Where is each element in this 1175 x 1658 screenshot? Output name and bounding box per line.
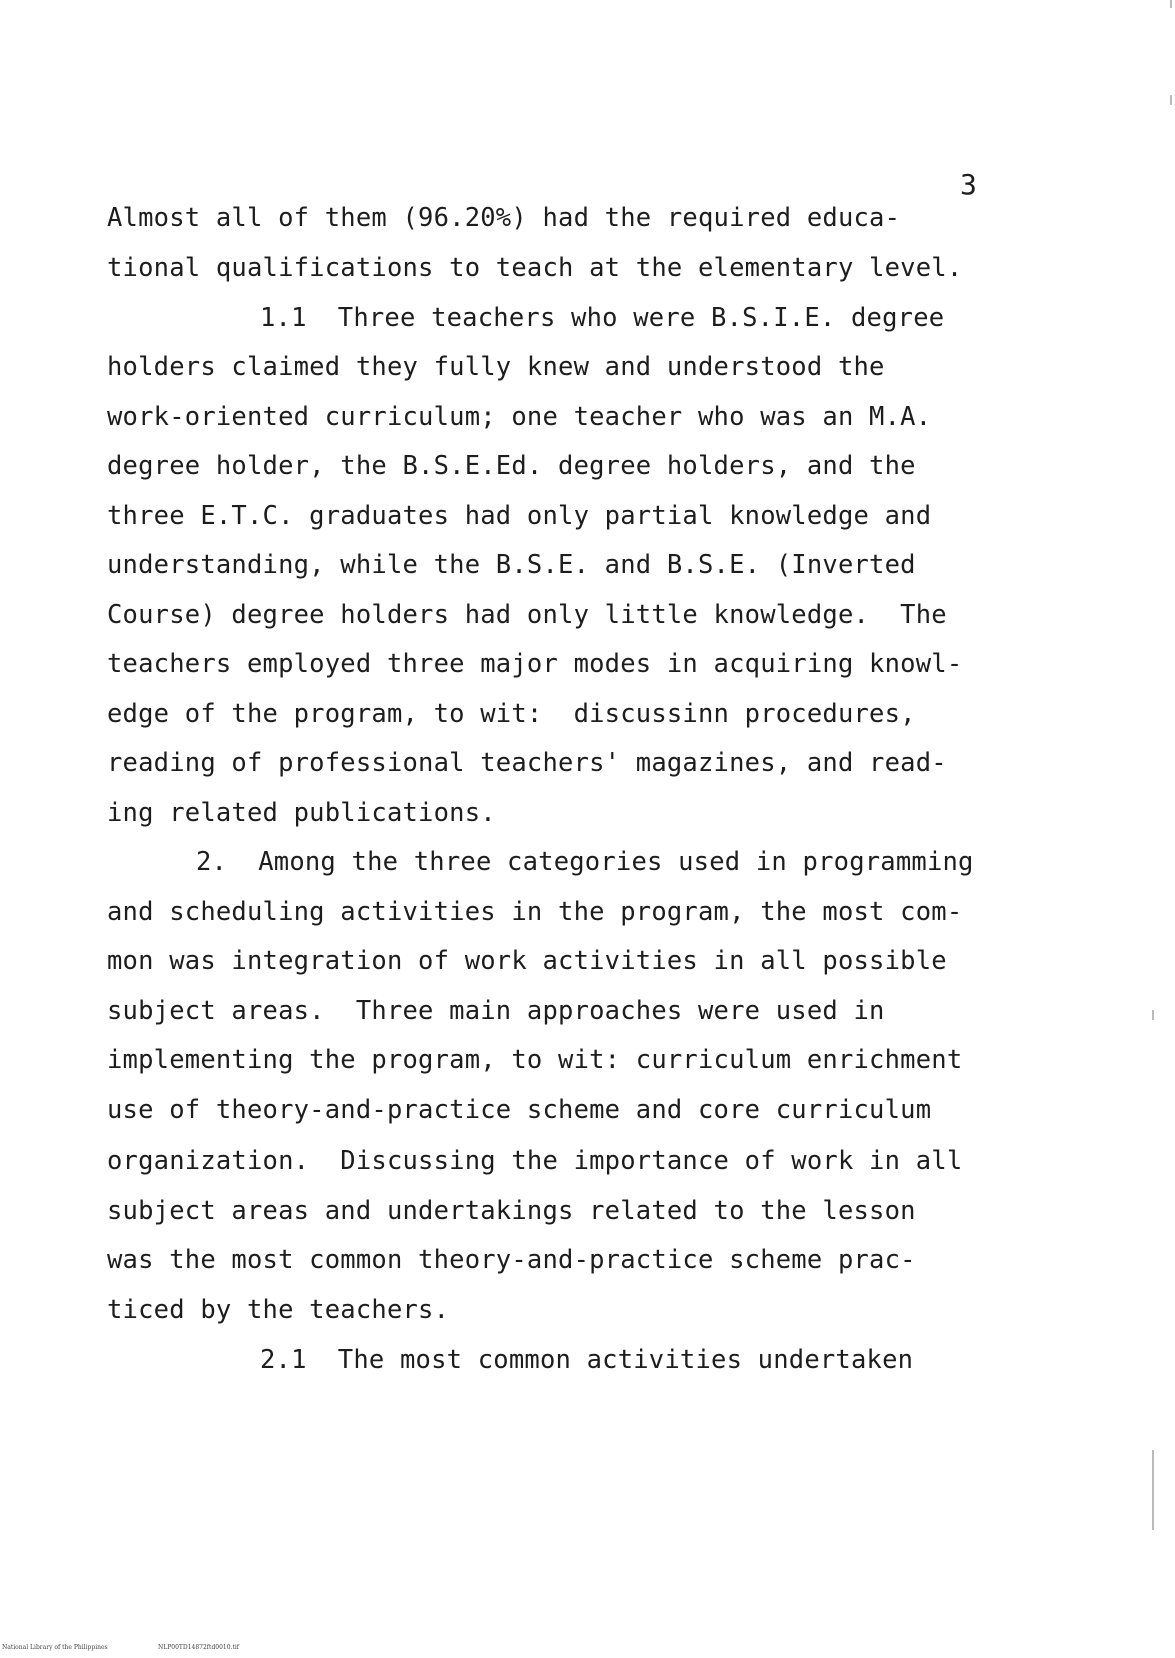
page-number: 3 — [960, 168, 977, 201]
text-line: was the most common theory-and-practice scheme prac- — [107, 1245, 916, 1275]
scan-edge-mark — [1170, 95, 1172, 105]
text-line: 2.1 The most common activities undertaken — [260, 1345, 914, 1375]
text-line: subject areas and undertakings related to the lesson — [107, 1196, 916, 1226]
text-line: implementing the program, to wit: curriculum enrichment — [107, 1045, 963, 1075]
text-line: use of theory-and-practice scheme and core curriculum — [107, 1095, 932, 1125]
footer-library-name: National Library of the Philippines — [2, 1644, 108, 1651]
text-line: mon was integration of work activities in all possible — [107, 946, 947, 976]
text-line: teachers employed three major modes in acquiring knowl- — [107, 649, 963, 679]
text-line: 2. Among the three categories used in programming — [196, 847, 974, 877]
text-line: reading of professional teachers' magazines, and read- — [107, 748, 947, 778]
text-line: Almost all of them (96.20%) had the required educa- — [107, 203, 901, 233]
text-line: and scheduling activities in the program, the most com- — [107, 897, 963, 927]
text-line: ticed by the teachers. — [107, 1295, 450, 1325]
scan-edge-mark — [1152, 1450, 1154, 1530]
text-line: ing related publications. — [107, 798, 496, 828]
scan-edge-mark — [1170, 0, 1172, 8]
text-line: three E.T.C. graduates had only partial knowledge and — [107, 501, 932, 531]
text-line: understanding, while the B.S.E. and B.S.E. (Inverted — [107, 550, 916, 580]
text-line: tional qualifications to teach at the elementary level. — [107, 253, 963, 283]
text-line: subject areas. Three main approaches were used in — [107, 996, 885, 1026]
text-line: degree holder, the B.S.E.Ed. degree holders, and the — [107, 451, 916, 481]
text-line: Course) degree holders had only little knowledge. The — [107, 600, 947, 630]
text-line: 1.1 Three teachers who were B.S.I.E. degree — [260, 303, 945, 333]
text-line: holders claimed they fully knew and understood the — [107, 352, 885, 382]
text-line: work-oriented curriculum; one teacher who was an M.A. — [107, 402, 932, 432]
text-line: edge of the program, to wit: discussinn procedures, — [107, 699, 916, 729]
scan-edge-mark — [1152, 1010, 1154, 1020]
footer-file-id: NLP00TD14872ftd0010.tif — [158, 1644, 240, 1651]
text-line: organization. Discussing the importance of work in all — [107, 1146, 963, 1176]
